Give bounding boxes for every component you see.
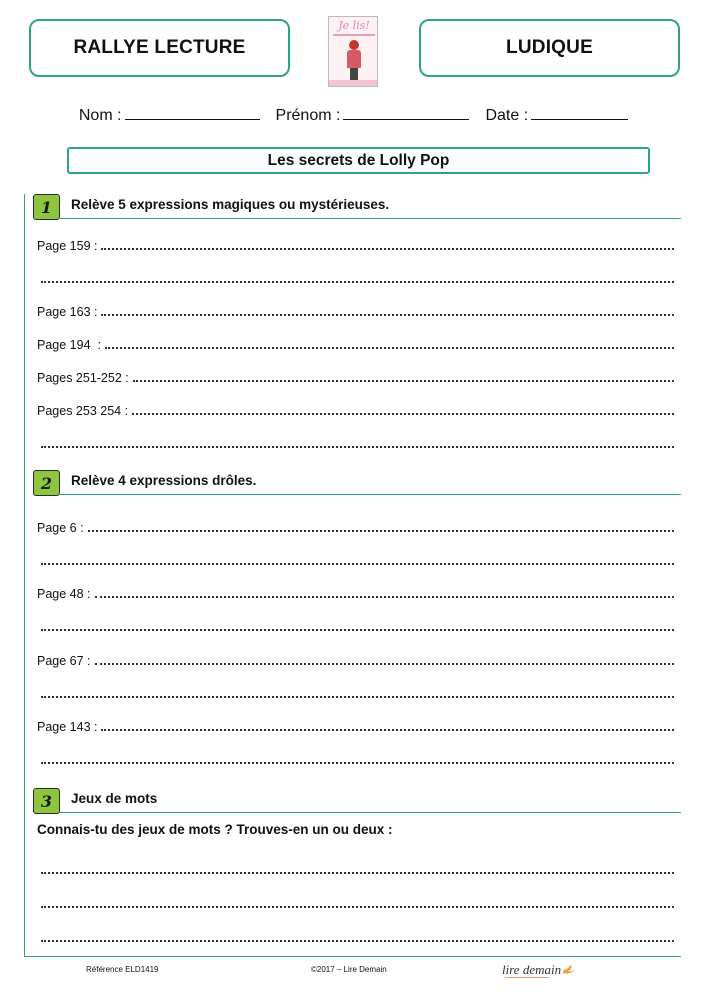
rallye-lecture-badge <box>29 19 290 77</box>
answer-row[interactable] <box>37 433 674 451</box>
ludique-label: LUDIQUE <box>506 37 593 58</box>
answer-dots[interactable] <box>105 339 674 349</box>
section-underline <box>60 494 681 495</box>
page-label: Page 194 : <box>37 338 101 352</box>
section-3-header <box>33 788 681 814</box>
nom-field[interactable] <box>79 106 260 125</box>
book-title-box <box>67 147 650 174</box>
answer-row[interactable] <box>37 616 674 634</box>
book-cover-thumbnail <box>328 16 378 87</box>
section-number-badge: 1 <box>33 194 60 220</box>
identity-line <box>0 106 707 125</box>
answer-dots[interactable] <box>101 240 674 250</box>
answer-dots[interactable] <box>41 621 674 631</box>
flame-icon <box>562 963 576 975</box>
answer-dots[interactable] <box>41 898 674 908</box>
answer-dots[interactable] <box>88 522 674 532</box>
answer-row[interactable] <box>37 400 674 418</box>
answer-dots[interactable] <box>132 405 674 415</box>
answer-dots[interactable] <box>41 273 674 283</box>
page-label: Pages 253 254 : <box>37 404 129 418</box>
answer-row[interactable] <box>37 334 674 352</box>
footer-copyright: ©2017 – Lire Demain <box>311 965 387 974</box>
section-2-header <box>33 470 681 496</box>
answer-row[interactable] <box>37 650 674 668</box>
answer-dots[interactable] <box>41 688 674 698</box>
answer-row[interactable] <box>37 517 674 535</box>
page-label: Page 48 : <box>37 587 91 601</box>
cover-band <box>333 34 375 36</box>
date-blank[interactable] <box>531 106 628 120</box>
cover-figure-head <box>349 40 359 50</box>
answer-dots[interactable] <box>41 754 674 764</box>
answer-row[interactable] <box>37 927 674 945</box>
page-label: Page 67 : <box>37 654 91 668</box>
answer-row[interactable] <box>37 268 674 286</box>
section-underline <box>60 812 681 813</box>
rallye-lecture-label: RALLYE LECTURE <box>73 37 246 58</box>
page-label: Page 159 : <box>37 239 98 253</box>
page-label: Pages 251-252 : <box>37 371 129 385</box>
answer-dots[interactable] <box>101 306 674 316</box>
ludique-badge <box>419 19 680 77</box>
brand-name: lire demain <box>502 962 562 977</box>
answer-dots[interactable] <box>95 588 674 598</box>
logo-underline <box>505 977 549 980</box>
answer-row[interactable] <box>37 683 674 701</box>
answer-dots[interactable] <box>133 372 674 382</box>
section-number-badge: 2 <box>33 470 60 496</box>
cover-figure-body <box>347 50 361 68</box>
answer-dots[interactable] <box>41 932 674 942</box>
section-title: Relève 5 expressions magiques ou mystérieuses. <box>71 197 390 212</box>
date-label: Date : <box>485 107 529 124</box>
footer-reference: Référence ELD1419 <box>86 965 159 974</box>
cover-title: Je lis! <box>338 19 370 32</box>
prenom-field[interactable] <box>276 106 470 125</box>
answer-row[interactable] <box>37 859 674 877</box>
prenom-blank[interactable] <box>343 106 469 120</box>
section-number-badge: 3 <box>33 788 60 814</box>
answer-row[interactable] <box>37 550 674 568</box>
date-field[interactable] <box>485 106 628 125</box>
section-title: Relève 4 expressions drôles. <box>71 473 257 488</box>
answer-dots[interactable] <box>41 555 674 565</box>
cover-figure-legs <box>350 68 358 80</box>
page-label: Page 6 : <box>37 521 84 535</box>
section-title: Jeux de mots <box>71 791 158 806</box>
section-1-header <box>33 194 681 220</box>
cover-bottom-strip <box>329 80 378 86</box>
answer-row[interactable] <box>37 235 674 253</box>
worksheet-bottom-border <box>24 956 681 957</box>
book-title: Les secrets de Lolly Pop <box>267 151 450 169</box>
section-3-question: Connais-tu des jeux de mots ? Trouves-en un ou deux : <box>37 822 393 837</box>
section-underline <box>60 218 681 219</box>
lire-demain-logo <box>502 962 576 978</box>
answer-dots[interactable] <box>95 655 674 665</box>
nom-label: Nom : <box>78 107 122 124</box>
answer-row[interactable] <box>37 583 674 601</box>
answer-row[interactable] <box>37 301 674 319</box>
answer-row[interactable] <box>37 749 674 767</box>
prenom-label: Prénom : <box>275 107 341 124</box>
answer-dots[interactable] <box>41 864 674 874</box>
answer-row[interactable] <box>37 716 674 734</box>
page-label: Page 143 : <box>37 720 98 734</box>
worksheet-left-border <box>24 194 25 957</box>
answer-row[interactable] <box>37 367 674 385</box>
answer-dots[interactable] <box>101 721 674 731</box>
page-label: Page 163 : <box>37 305 98 319</box>
nom-blank[interactable] <box>125 106 260 120</box>
answer-row[interactable] <box>37 893 674 911</box>
answer-dots[interactable] <box>41 438 674 448</box>
